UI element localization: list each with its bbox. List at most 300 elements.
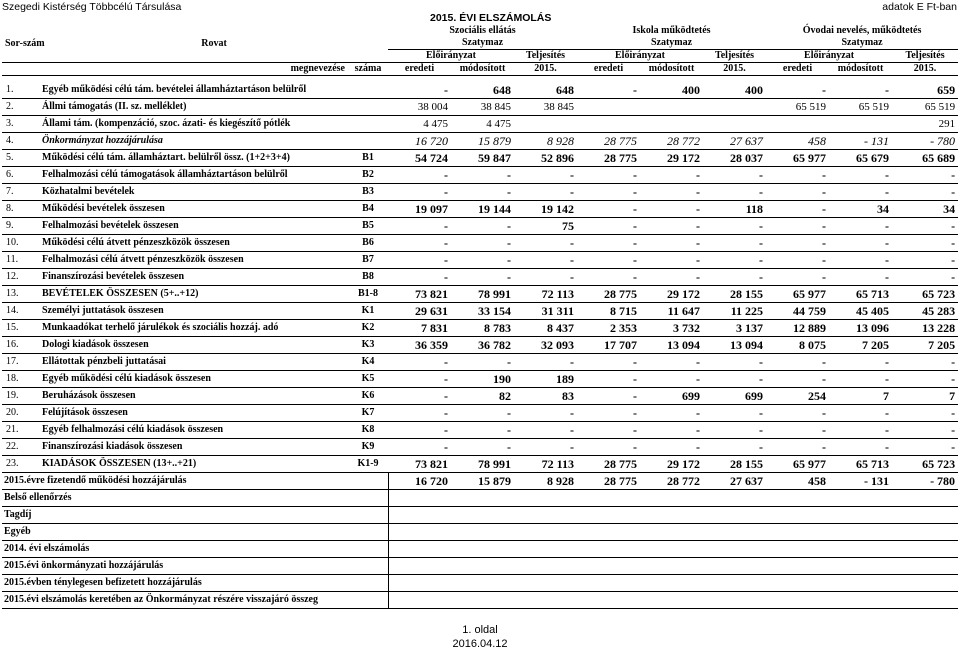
col-header-rovat: Rovat <box>201 37 227 49</box>
footer-cell-value <box>640 490 703 507</box>
cell-value: - <box>451 218 514 235</box>
table-row <box>2 422 958 439</box>
cell-value: - <box>892 405 958 422</box>
footer-cell-value <box>892 558 958 575</box>
cell-value: 7 205 <box>829 337 892 354</box>
row-code: K1 <box>348 303 388 320</box>
cell-value: 19 144 <box>451 201 514 218</box>
footer-cell-value <box>640 524 703 541</box>
cell-value: - <box>703 371 766 388</box>
footer-cell-value: 15 879 <box>451 473 514 490</box>
cell-value: - <box>766 82 829 99</box>
cell-value: 8 928 <box>514 133 577 150</box>
footer-cell-value <box>766 490 829 507</box>
cell-value: 33 154 <box>451 303 514 320</box>
footer-cell-value <box>514 558 577 575</box>
row-label: Finanszírozási kiadások összesen <box>40 439 348 456</box>
table-row <box>2 439 958 456</box>
row-number: 12. <box>2 269 40 286</box>
table-row <box>2 405 958 422</box>
row-label: Felhalmozási célú átvett pénzeszközök összesen <box>40 252 348 269</box>
footer-cell-value <box>829 575 892 592</box>
footer-cell-value <box>892 524 958 541</box>
footer-cell-value <box>640 575 703 592</box>
cell-value: 11 225 <box>703 303 766 320</box>
row-number: 16. <box>2 337 40 354</box>
cell-value: 699 <box>640 388 703 405</box>
cell-value: 458 <box>766 133 829 150</box>
cell-value: - <box>640 371 703 388</box>
row-code <box>348 99 388 116</box>
footer-cell-value <box>388 507 451 524</box>
cell-value: - <box>829 354 892 371</box>
cell-value: - <box>451 235 514 252</box>
footer-cell-value <box>388 524 451 541</box>
cell-value: 13 094 <box>640 337 703 354</box>
cell-value: 400 <box>640 82 703 99</box>
cell-value: - <box>703 184 766 201</box>
row-number: 19. <box>2 388 40 405</box>
cell-value: - <box>892 167 958 184</box>
cell-value: 65 977 <box>766 456 829 473</box>
row-code <box>348 82 388 99</box>
footer-cell-value <box>451 507 514 524</box>
cell-value: - <box>514 252 577 269</box>
cell-value: - <box>829 184 892 201</box>
cell-value: - <box>577 235 640 252</box>
footer-cell-value <box>703 507 766 524</box>
row-number: 10. <box>2 235 40 252</box>
footer-cell-value <box>451 592 514 609</box>
cell-value: 699 <box>703 388 766 405</box>
footer-row-label: Egyéb <box>2 524 388 541</box>
cell-value: 29 172 <box>640 286 703 303</box>
cell-value: 78 991 <box>451 286 514 303</box>
document-title: 2015. ÉVI ELSZÁMOLÁS <box>430 12 552 24</box>
footer-cell-value: 28 772 <box>640 473 703 490</box>
cell-value: - <box>640 167 703 184</box>
subheader-year: 2015. <box>892 63 958 76</box>
cell-value: 65 519 <box>892 99 958 116</box>
cell-value: - <box>388 405 451 422</box>
cell-value: - <box>514 269 577 286</box>
cell-value: - <box>829 422 892 439</box>
cell-value: - <box>640 269 703 286</box>
cell-value: - <box>829 371 892 388</box>
cell-value: - <box>514 422 577 439</box>
cell-value: 7 <box>892 388 958 405</box>
row-label: Működési bevételek összesen <box>40 201 348 218</box>
row-label: Felhalmozási célú támogatások államháztartáson belülről <box>40 167 348 184</box>
row-number: 8. <box>2 201 40 218</box>
cell-value: - <box>829 235 892 252</box>
footer-cell-value <box>892 490 958 507</box>
cell-value: - <box>577 82 640 99</box>
table-row <box>2 201 958 218</box>
cell-value: 28 155 <box>703 456 766 473</box>
row-number: 5. <box>2 150 40 167</box>
subheader-teljesites: Teljesítés <box>703 50 766 63</box>
cell-value: 7 831 <box>388 320 451 337</box>
cell-value: 8 437 <box>514 320 577 337</box>
cell-value: - <box>577 405 640 422</box>
subheader-eloiranyzat: Előirányzat <box>766 50 892 63</box>
organization-name: Szegedi Kistérség Többcélú Társulása <box>2 1 182 13</box>
row-code: B1-8 <box>348 286 388 303</box>
cell-value: 45 405 <box>829 303 892 320</box>
cell-value: - <box>388 218 451 235</box>
table-row <box>2 252 958 269</box>
page-date: 2016.04.12 <box>452 638 508 650</box>
cell-value: 36 782 <box>451 337 514 354</box>
cell-value: - <box>577 252 640 269</box>
row-code: K5 <box>348 371 388 388</box>
row-code: B1 <box>348 150 388 167</box>
footer-cell-value <box>388 592 451 609</box>
cell-value: - <box>892 439 958 456</box>
footer-cell-value <box>829 507 892 524</box>
row-label: Egyéb felhalmozási célú kiadások összesen <box>40 422 348 439</box>
cell-value: 28 037 <box>703 150 766 167</box>
cell-value: 29 172 <box>640 150 703 167</box>
footer-row <box>2 507 958 524</box>
cell-value: - <box>640 184 703 201</box>
footer-cell-value <box>451 558 514 575</box>
cell-value: 29 172 <box>640 456 703 473</box>
cell-value: - <box>703 422 766 439</box>
group-header-kindergarten-title: Óvodai nevelés, működtetés <box>802 25 922 36</box>
cell-value: - <box>388 371 451 388</box>
footer-row-label: 2015.évi önkormányzati hozzájárulás <box>2 558 388 575</box>
cell-value: - <box>892 269 958 286</box>
cell-value: - <box>892 422 958 439</box>
cell-value <box>640 99 703 116</box>
cell-value: - <box>388 235 451 252</box>
cell-value: - <box>703 235 766 252</box>
subheader-year: 2015. <box>703 63 766 76</box>
cell-value: 3 137 <box>703 320 766 337</box>
cell-value: 28 775 <box>577 150 640 167</box>
row-code: B2 <box>348 167 388 184</box>
footer-row-label: 2015.évre fizetendő működési hozzájárulás <box>2 473 388 490</box>
cell-value: - <box>451 405 514 422</box>
cell-value: - <box>577 371 640 388</box>
footer-cell-value <box>766 507 829 524</box>
cell-value: 190 <box>451 371 514 388</box>
footer-cell-value <box>829 490 892 507</box>
cell-value: 2 353 <box>577 320 640 337</box>
row-label: Állami tám. (kompenzáció, szoc. ázati- és kiegészítő pótlék <box>40 116 348 133</box>
row-label: Egyéb működési célú tám. bevételei államháztartáson belülről <box>40 82 348 99</box>
cell-value: - <box>388 354 451 371</box>
footer-cell-value <box>766 575 829 592</box>
subheader-eredeti: eredeti <box>766 63 829 76</box>
cell-value: 31 311 <box>514 303 577 320</box>
cell-value: - <box>829 167 892 184</box>
footer-cell-value: - 131 <box>829 473 892 490</box>
row-code: K7 <box>348 405 388 422</box>
cell-value: 32 093 <box>514 337 577 354</box>
table-row <box>2 82 958 99</box>
table-row <box>2 320 958 337</box>
row-label: Működési célú tám. államháztart. belülről össz. (1+2+3+4) <box>40 150 348 167</box>
cell-value <box>703 116 766 133</box>
cell-value: 45 283 <box>892 303 958 320</box>
row-number: 7. <box>2 184 40 201</box>
footer-row-label: 2015.évben ténylegesen befizetett hozzájárulás <box>2 575 388 592</box>
footer-cell-value <box>766 592 829 609</box>
footer-row-label: 2015.évi elszámolás keretében az Önkormányzat részére visszajáró összeg <box>2 592 388 609</box>
cell-value <box>514 116 577 133</box>
footer-cell-value <box>892 541 958 558</box>
cell-value: - <box>766 354 829 371</box>
footer-cell-value: 458 <box>766 473 829 490</box>
cell-value: - <box>577 184 640 201</box>
cell-value: 82 <box>451 388 514 405</box>
table-row <box>2 218 958 235</box>
cell-value: 65 689 <box>892 150 958 167</box>
row-code: K9 <box>348 439 388 456</box>
table-row <box>2 286 958 303</box>
footer-cell-value <box>451 490 514 507</box>
cell-value: 13 094 <box>703 337 766 354</box>
subheader-year: 2015. <box>514 63 577 76</box>
cell-value <box>577 99 640 116</box>
cell-value: 648 <box>451 82 514 99</box>
footer-row-label: 2014. évi elszámolás <box>2 541 388 558</box>
row-code: B7 <box>348 252 388 269</box>
cell-value <box>766 116 829 133</box>
cell-value: - <box>388 252 451 269</box>
row-code: K3 <box>348 337 388 354</box>
cell-value: 12 889 <box>766 320 829 337</box>
row-code: B3 <box>348 184 388 201</box>
cell-value: - <box>577 422 640 439</box>
table-row <box>2 456 958 473</box>
cell-value: - <box>514 184 577 201</box>
row-number: 9. <box>2 218 40 235</box>
row-label: Működési célú átvett pénzeszközök összesen <box>40 235 348 252</box>
cell-value: 13 228 <box>892 320 958 337</box>
cell-value: 28 775 <box>577 456 640 473</box>
cell-value: - <box>577 167 640 184</box>
footer-row-label: Tagdíj <box>2 507 388 524</box>
footer-cell-value <box>388 575 451 592</box>
row-label: Munkaadókat terhelő járulékok és szociális hozzáj. adó <box>40 320 348 337</box>
cell-value: 54 724 <box>388 150 451 167</box>
table-row <box>2 371 958 388</box>
cell-value: 189 <box>514 371 577 388</box>
footer-row <box>2 558 958 575</box>
footer-cell-value <box>577 524 640 541</box>
cell-value: 19 097 <box>388 201 451 218</box>
cell-value: 83 <box>514 388 577 405</box>
footer-cell-value <box>451 524 514 541</box>
cell-value: - <box>829 439 892 456</box>
row-label: Beruházások összesen <box>40 388 348 405</box>
cell-value: - <box>388 388 451 405</box>
cell-value: - <box>892 218 958 235</box>
group-header-kindergarten-sub: Szatymaz <box>841 37 883 48</box>
subheader-modositott: módosított <box>451 63 514 76</box>
footer-cell-value <box>514 592 577 609</box>
cell-value: 19 142 <box>514 201 577 218</box>
cell-value: - <box>640 201 703 218</box>
row-code: B6 <box>348 235 388 252</box>
cell-value: - 131 <box>829 133 892 150</box>
cell-value: 65 977 <box>766 150 829 167</box>
group-header-school-sub: Szatymaz <box>650 37 693 48</box>
cell-value: 17 707 <box>577 337 640 354</box>
footer-cell-value <box>577 490 640 507</box>
footer-cell-value: 28 775 <box>577 473 640 490</box>
cell-value: - <box>703 218 766 235</box>
subheader-eloiranyzat: Előirányzat <box>577 50 703 63</box>
cell-value: - <box>829 218 892 235</box>
cell-value: - <box>514 405 577 422</box>
group-header-school-title: Iskola működtetés <box>632 25 711 36</box>
cell-value: - <box>451 439 514 456</box>
row-label: Közhatalmi bevételek <box>40 184 348 201</box>
row-number: 4. <box>2 133 40 150</box>
cell-value: - <box>829 405 892 422</box>
footer-row <box>2 592 958 609</box>
cell-value: 65 519 <box>829 99 892 116</box>
footer-row <box>2 524 958 541</box>
cell-value: - <box>766 201 829 218</box>
footer-cell-value <box>388 558 451 575</box>
footer-cell-value: 27 637 <box>703 473 766 490</box>
cell-value: - <box>703 269 766 286</box>
footer-cell-value <box>703 490 766 507</box>
cell-value: - <box>766 422 829 439</box>
row-label: BEVÉTELEK ÖSSZESEN (5+..+12) <box>40 286 348 303</box>
footer-cell-value <box>577 592 640 609</box>
footer-cell-value <box>829 592 892 609</box>
row-number: 13. <box>2 286 40 303</box>
footer-cell-value <box>577 507 640 524</box>
cell-value: - <box>514 167 577 184</box>
cell-value: 65 723 <box>892 286 958 303</box>
cell-value: - <box>829 252 892 269</box>
cell-value: - <box>514 439 577 456</box>
row-number: 21. <box>2 422 40 439</box>
row-code <box>348 116 388 133</box>
row-number: 3. <box>2 116 40 133</box>
footer-cell-value <box>451 575 514 592</box>
table-row <box>2 150 958 167</box>
row-code: B8 <box>348 269 388 286</box>
footer-cell-value <box>451 541 514 558</box>
cell-value: - <box>640 422 703 439</box>
row-number: 11. <box>2 252 40 269</box>
cell-value: 34 <box>892 201 958 218</box>
table-row <box>2 133 958 150</box>
footer-cell-value: 8 928 <box>514 473 577 490</box>
row-number: 18. <box>2 371 40 388</box>
footer-cell-value <box>514 490 577 507</box>
cell-value: 7 <box>829 388 892 405</box>
cell-value: 28 775 <box>577 133 640 150</box>
footer-cell-value <box>577 575 640 592</box>
cell-value: - <box>451 422 514 439</box>
cell-value: - <box>451 167 514 184</box>
footer-cell-value <box>892 507 958 524</box>
cell-value: - <box>577 218 640 235</box>
table-row <box>2 337 958 354</box>
cell-value: 38 004 <box>388 99 451 116</box>
row-number: 23. <box>2 456 40 473</box>
cell-value: - <box>829 269 892 286</box>
cell-value: - <box>703 439 766 456</box>
cell-value: - <box>577 388 640 405</box>
cell-value <box>640 116 703 133</box>
row-number: 1. <box>2 82 40 99</box>
cell-value: 78 991 <box>451 456 514 473</box>
cell-value: - 780 <box>892 133 958 150</box>
cell-value: - <box>766 167 829 184</box>
footer-cell-value <box>829 524 892 541</box>
cell-value: 4 475 <box>388 116 451 133</box>
cell-value: - <box>766 252 829 269</box>
cell-value: - <box>766 371 829 388</box>
footer-cell-value <box>514 524 577 541</box>
table-row <box>2 167 958 184</box>
cell-value: 28 772 <box>640 133 703 150</box>
row-label: Egyéb működési célú kiadások összesen <box>40 371 348 388</box>
cell-value: 59 847 <box>451 150 514 167</box>
row-label: Állmi támogatás (II. sz. melléklet) <box>40 99 348 116</box>
cell-value: 38 845 <box>451 99 514 116</box>
footer-cell-value <box>388 490 451 507</box>
row-number: 20. <box>2 405 40 422</box>
cell-value: - <box>514 354 577 371</box>
footer-row <box>2 541 958 558</box>
footer-cell-value <box>388 541 451 558</box>
cell-value: 4 475 <box>451 116 514 133</box>
row-number: 17. <box>2 354 40 371</box>
footer-cell-value <box>640 592 703 609</box>
row-number: 14. <box>2 303 40 320</box>
footer-cell-value <box>766 524 829 541</box>
row-number: 22. <box>2 439 40 456</box>
cell-value: 34 <box>829 201 892 218</box>
cell-value: - <box>577 269 640 286</box>
footer-row <box>2 490 958 507</box>
cell-value: - <box>766 184 829 201</box>
row-label: Finanszírozási bevételek összesen <box>40 269 348 286</box>
cell-value: 7 205 <box>892 337 958 354</box>
row-code: K2 <box>348 320 388 337</box>
footer-cell-value <box>766 558 829 575</box>
cell-value: 65 519 <box>766 99 829 116</box>
group-header-social-title: Szociális ellátás <box>449 25 516 36</box>
cell-value: 291 <box>892 116 958 133</box>
table-row <box>2 235 958 252</box>
cell-value: - <box>388 269 451 286</box>
footer-cell-value <box>577 558 640 575</box>
cell-value: - <box>388 82 451 99</box>
footer-row-label: Belső ellenőrzés <box>2 490 388 507</box>
subheader-eloiranyzat: Előirányzat <box>388 50 514 63</box>
cell-value: 400 <box>703 82 766 99</box>
col-header-sorszam: Sor-szám <box>5 37 45 49</box>
footer-cell-value <box>640 558 703 575</box>
table-row <box>2 388 958 405</box>
cell-value: - <box>388 184 451 201</box>
footer-cell-value <box>514 575 577 592</box>
table-row <box>2 269 958 286</box>
